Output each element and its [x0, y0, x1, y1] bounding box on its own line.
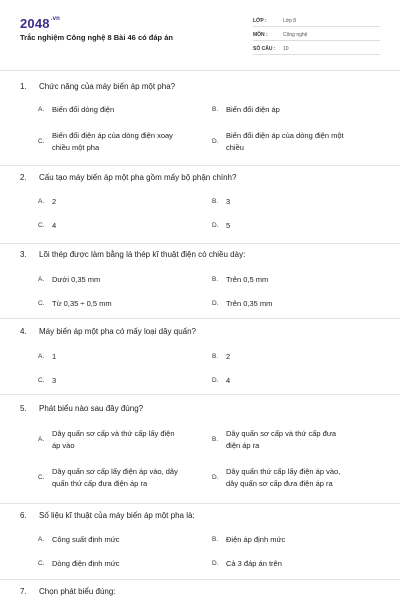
option-text: 2: [52, 197, 57, 206]
option-text: Biến đổi điện áp: [226, 105, 280, 114]
answer-option[interactable]: [38, 220, 203, 232]
answer-option[interactable]: [212, 220, 377, 232]
option-text: chiều một pha: [52, 143, 100, 152]
option-letter: A.: [38, 353, 45, 360]
logo-suffix: .vn: [50, 16, 61, 22]
answer-option[interactable]: [38, 104, 203, 116]
answer-option[interactable]: [38, 351, 203, 363]
option-text: 4: [52, 221, 57, 230]
header-divider: [0, 70, 400, 71]
answer-option[interactable]: [212, 351, 377, 363]
question-number: 6.: [20, 511, 27, 520]
question-text: [20, 173, 236, 182]
option-text: Dưới 0,35 mm: [52, 275, 101, 284]
option-letter: D.: [212, 377, 219, 384]
site-logo[interactable]: [20, 16, 60, 31]
option-text: Trên 0,5 mm: [226, 275, 269, 284]
answer-option[interactable]: [212, 558, 377, 570]
option-letter: A.: [38, 536, 45, 543]
question-text: [20, 511, 195, 520]
meta-class-key: LỚP :: [253, 18, 267, 24]
option-text: Trên 0,35 mm: [226, 299, 273, 308]
option-text: 5: [226, 221, 231, 230]
option-letter: B.: [212, 436, 219, 443]
option-letter: C.: [38, 474, 45, 481]
meta-subject-key: MÔN :: [253, 32, 268, 38]
question-label: Cấu tạo máy biến áp một pha gồm mấy bộ phận chính?: [39, 173, 237, 182]
answer-option[interactable]: [212, 466, 377, 490]
question-label: Chức năng của máy biến áp một pha?: [39, 82, 176, 91]
question-text: [20, 327, 196, 336]
option-text: Dây quấn thứ cấp lấy điện áp vào,: [226, 467, 341, 476]
option-text: 2: [226, 352, 231, 361]
meta-class-value: Lớp 8: [283, 18, 297, 24]
question-label: Số liệu kĩ thuật của máy biến áp một pha là:: [39, 511, 195, 520]
option-letter: C.: [38, 560, 45, 567]
question-divider: [0, 318, 400, 319]
option-letter: B.: [212, 276, 219, 283]
answer-option[interactable]: [212, 104, 377, 116]
question-number: 2.: [20, 173, 27, 182]
answer-option[interactable]: [38, 196, 203, 208]
answer-option[interactable]: [38, 375, 203, 387]
answer-option[interactable]: [38, 534, 203, 546]
answer-option[interactable]: [212, 534, 377, 546]
question-number: 5.: [20, 404, 27, 413]
answer-option[interactable]: [212, 428, 377, 452]
answer-option[interactable]: [38, 428, 203, 452]
answer-option[interactable]: [38, 466, 203, 490]
question-number: 4.: [20, 327, 27, 336]
question-divider: [0, 394, 400, 395]
question-number: 3.: [20, 250, 27, 259]
meta-subject-value: Công nghệ: [283, 32, 308, 38]
option-letter: A.: [38, 198, 45, 205]
option-letter: B.: [212, 198, 219, 205]
option-letter: C.: [38, 222, 45, 229]
question-label: Máy biến áp một pha có mấy loại dây quấn?: [39, 327, 196, 336]
option-text: Biến đổi dòng điện: [52, 105, 115, 114]
answer-option[interactable]: [38, 130, 203, 154]
meta-count-value: 10: [283, 46, 289, 52]
answer-option[interactable]: [212, 375, 377, 387]
question-text: [20, 82, 175, 91]
option-text: chiều: [226, 143, 244, 152]
option-text: điện áp ra: [226, 441, 260, 450]
question-label: Chọn phát biểu đúng:: [39, 587, 116, 596]
option-text: Công suất định mức: [52, 535, 120, 544]
question-text: [20, 404, 143, 413]
option-text: 3: [226, 197, 231, 206]
option-text: áp vào: [52, 441, 75, 450]
option-letter: D.: [212, 560, 219, 567]
option-text: Điện áp định mức: [226, 535, 286, 544]
option-letter: A.: [38, 106, 45, 113]
option-text: Dòng điện định mức: [52, 559, 120, 568]
question-divider: [0, 579, 400, 580]
option-text: Cả 3 đáp án trên: [226, 559, 282, 568]
option-letter: A.: [38, 436, 45, 443]
meta-class: [253, 16, 380, 27]
question-text: [20, 250, 245, 259]
question-divider: [0, 165, 400, 166]
option-text: 3: [52, 376, 57, 385]
option-letter: B.: [212, 536, 219, 543]
option-text: Dây quấn sơ cấp lấy điện áp vào, dây: [52, 467, 178, 476]
meta-subject: [253, 30, 380, 41]
option-letter: C.: [38, 377, 45, 384]
meta-count-key: SỐ CÂU :: [253, 46, 276, 52]
option-text: Biến đổi điện áp của dòng điện xoay: [52, 131, 173, 140]
option-letter: C.: [38, 138, 45, 145]
question-number: 1.: [20, 82, 27, 91]
answer-option[interactable]: [38, 558, 203, 570]
answer-option[interactable]: [212, 298, 377, 310]
option-text: 4: [226, 376, 231, 385]
option-letter: D.: [212, 300, 219, 307]
question-divider: [0, 503, 400, 504]
question-text: [20, 587, 116, 596]
answer-option[interactable]: [38, 298, 203, 310]
option-letter: D.: [212, 474, 219, 481]
option-text: Từ 0,35 ÷ 0,5 mm: [52, 299, 112, 308]
option-text: Dây quấn sơ cấp và thứ cấp đưa: [226, 429, 337, 438]
question-number: 7.: [20, 587, 27, 596]
option-letter: D.: [212, 138, 219, 145]
question-divider: [0, 243, 400, 244]
logo-text: 2048: [20, 16, 50, 31]
answer-option[interactable]: [212, 130, 377, 154]
option-letter: A.: [38, 276, 45, 283]
option-text: dây quấn sơ cấp đưa điện áp ra: [226, 479, 333, 488]
option-letter: D.: [212, 222, 219, 229]
option-text: quấn thứ cấp đưa điện áp ra: [52, 479, 148, 488]
quiz-title: Trắc nghiệm Công nghệ 8 Bài 46 có đáp án: [20, 33, 173, 42]
meta-count: [253, 44, 380, 55]
answer-option[interactable]: [212, 196, 377, 208]
answer-option[interactable]: [38, 274, 203, 286]
option-text: Dây quấn sơ cấp và thứ cấp lấy điện: [52, 429, 175, 438]
question-label: Phát biểu nào sau đây đúng?: [39, 404, 144, 413]
option-text: 1: [52, 352, 57, 361]
option-letter: C.: [38, 300, 45, 307]
option-letter: B.: [212, 353, 219, 360]
answer-option[interactable]: [212, 274, 377, 286]
option-text: Biến đổi điện áp của dòng điện một: [226, 131, 344, 140]
option-letter: B.: [212, 106, 219, 113]
question-label: Lõi thép được làm bằng lá thép kĩ thuật điện có chiều dày:: [39, 250, 246, 259]
page-header: [0, 0, 400, 68]
